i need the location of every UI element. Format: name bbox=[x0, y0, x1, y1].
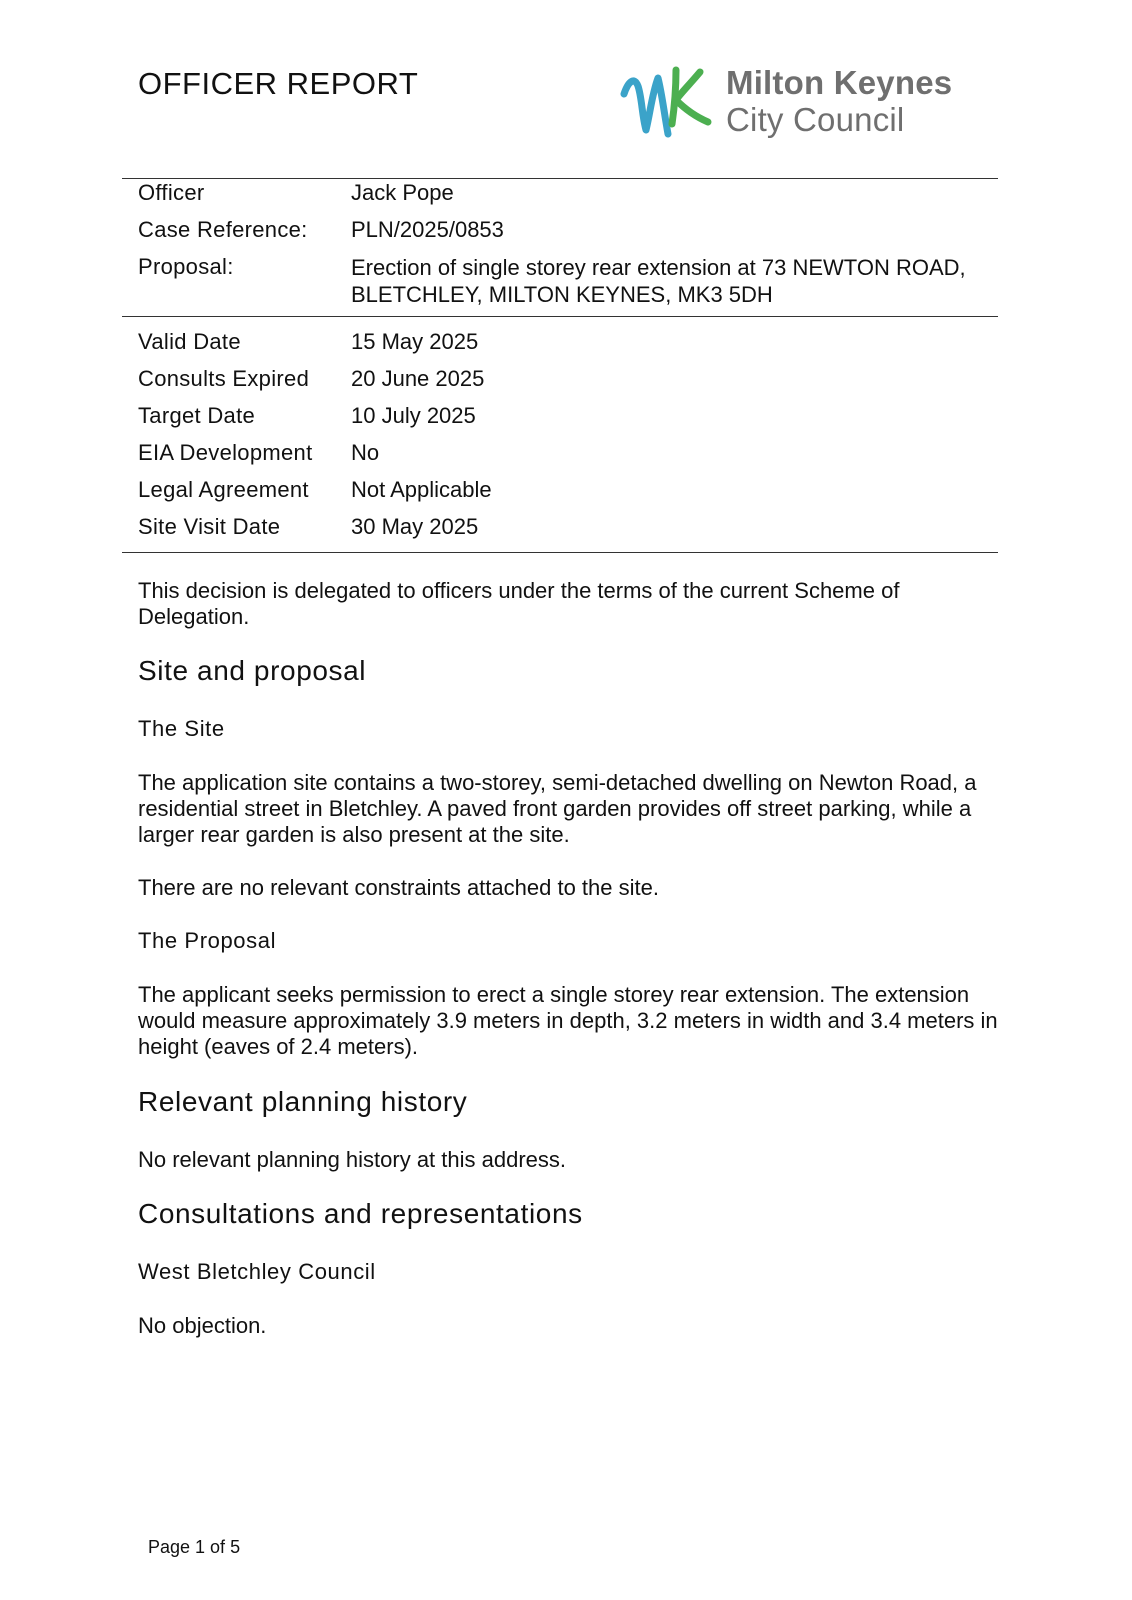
target-date-label: Target Date bbox=[138, 403, 256, 428]
logo-org-name-line1: Milton Keynes bbox=[726, 64, 953, 101]
proposal-value: Erection of single storey rear extension at 73 NEWTON ROAD, BLETCHLEY, MILTON KEYNES, MK3 5DH bbox=[351, 255, 966, 307]
delegation-statement: This decision is delegated to officers under the terms of the current Scheme of Delegation. bbox=[138, 578, 900, 629]
heading-consultations: Consultations and representations bbox=[138, 1198, 583, 1229]
site-visit-date-label: Site Visit Date bbox=[138, 514, 281, 539]
divider-middle bbox=[122, 316, 998, 317]
legal-agreement-label: Legal Agreement bbox=[138, 477, 309, 502]
subheading-the-proposal: The Proposal bbox=[138, 928, 277, 953]
heading-planning-history: Relevant planning history bbox=[138, 1086, 468, 1117]
valid-date-label: Valid Date bbox=[138, 329, 241, 354]
report-title: OFFICER REPORT bbox=[138, 66, 419, 101]
case-reference-label: Case Reference: bbox=[138, 217, 308, 242]
consultee-name: West Bletchley Council bbox=[138, 1259, 376, 1284]
site-visit-date-value: 30 May 2025 bbox=[351, 514, 479, 539]
consults-expired-label: Consults Expired bbox=[138, 366, 310, 391]
site-constraints: There are no relevant constraints attached to the site. bbox=[138, 875, 659, 900]
officer-label: Officer bbox=[138, 180, 205, 205]
planning-history-text: No relevant planning history at this address. bbox=[138, 1147, 567, 1172]
proposal-description: The applicant seeks permission to erect a single storey rear extension. The extension would measure approximately 3.9 meters in depth, 3.2 meters in width and 3.4 meters in height (eaves of 2.4 meters). bbox=[138, 982, 998, 1059]
logo-org-name-line2: City Council bbox=[726, 101, 905, 138]
subheading-the-site: The Site bbox=[138, 716, 225, 741]
consults-expired-value: 20 June 2025 bbox=[351, 366, 485, 391]
page-number: Page 1 of 5 bbox=[148, 1537, 241, 1557]
officer-value: Jack Pope bbox=[351, 180, 454, 205]
legal-agreement-value: Not Applicable bbox=[351, 477, 492, 502]
site-description: The application site contains a two-storey, semi-detached dwelling on Newton Road, a residential street in Bletchley. A paved front garden provides off street parking, while a larger rear garden is also present at the site. bbox=[138, 770, 977, 847]
case-reference-value: PLN/2025/0853 bbox=[351, 217, 504, 242]
eia-development-value: No bbox=[351, 440, 380, 465]
target-date-value: 10 July 2025 bbox=[351, 403, 476, 428]
divider-bottom bbox=[122, 552, 998, 553]
consultee-response: No objection. bbox=[138, 1313, 267, 1338]
valid-date-value: 15 May 2025 bbox=[351, 329, 479, 354]
divider-top bbox=[122, 178, 998, 179]
proposal-label: Proposal: bbox=[138, 254, 234, 279]
heading-site-and-proposal: Site and proposal bbox=[138, 655, 367, 686]
eia-development-label: EIA Development bbox=[138, 440, 313, 465]
